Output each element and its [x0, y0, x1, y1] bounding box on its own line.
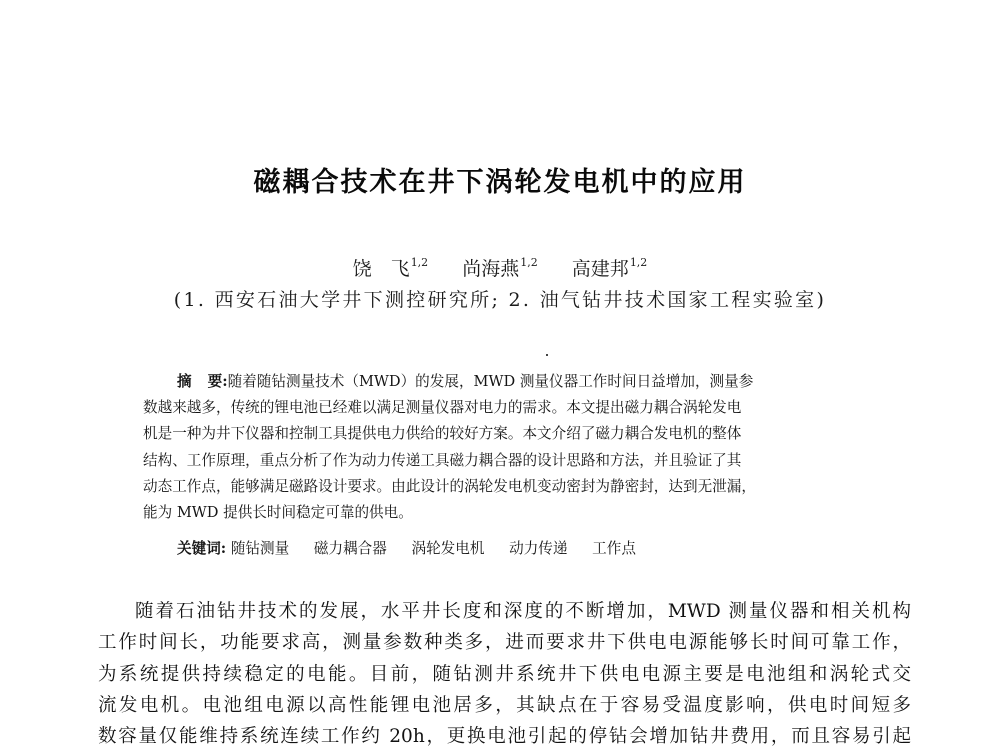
abstract-line: 结构、工作原理，重点分析了作为动力传递工具磁力耦合器的设计思路和方法，并且验证了其	[143, 451, 742, 469]
abstract	[143, 369, 867, 526]
author-2	[462, 258, 538, 280]
keyword: 涡轮发电机	[411, 540, 485, 557]
body-paragraph	[98, 596, 911, 752]
abstract-text: 随着随钻测量技术（MWD）的发展，MWD 测量仪器工作时间日益增加，测量参	[227, 373, 754, 390]
body-line: 数容量仅能维持系统连续工作约 20h，更换电池引起的停钻会增加钻井费用，而且容易引起	[98, 726, 911, 748]
author-1	[353, 258, 429, 280]
abstract-line: 动态工作点，能够满足磁路设计要求。由此设计的涡轮发电机变动密封为静密封，达到无泄漏，	[143, 477, 756, 495]
affiliations: (1. 西安石油大学井下测控研究所; 2. 油气钻井技术国家工程实验室)	[173, 289, 827, 311]
abstract-line: 能为 MWD 提供长时间稳定可靠的供电。	[143, 504, 413, 522]
body-line: 流发电机。电池组电源以高性能锂电池居多，其缺点在于容易受温度影响，供电时间短多	[98, 694, 911, 716]
keyword: 动力传递	[509, 540, 568, 557]
abstract-label	[177, 373, 228, 390]
keyword: 随钻测量	[230, 540, 290, 557]
abstract-line: 数越来越多，传统的锂电池已经难以满足测量仪器对电力的需求。本文提出磁力耦合涡轮发电	[143, 399, 742, 417]
keywords	[177, 537, 656, 558]
body-line: 为系统提供持续稳定的电能。目前，随钻测井系统井下供电电源主要是电池组和涡轮式交	[98, 663, 911, 685]
scan-dot-mark	[546, 354, 548, 356]
author-name: 尚海燕	[462, 258, 520, 280]
paper-title: 磁耦合技术在井下涡轮发电机中的应用	[253, 167, 747, 198]
abstract-line	[143, 369, 867, 395]
body-line: 工作时间长，功能要求高，测量参数种类多，进而要求井下供电电源能够长时间可靠工作，	[98, 632, 911, 654]
author-name: 高建邦	[571, 258, 629, 280]
author-affil-sup: 1,2	[410, 256, 429, 269]
author-3	[572, 258, 648, 280]
keyword: 磁力耦合器	[313, 540, 387, 557]
keywords-label: 关键词:	[177, 540, 227, 557]
author-list	[0, 254, 1000, 281]
author-name: 饶 飞	[352, 258, 410, 280]
body-line: 随着石油钻井技术的发展，水平井长度和深度的不断增加，MWD 测量仪器和相关机构	[135, 601, 911, 622]
author-affil-sup: 1,2	[629, 256, 648, 269]
author-affil-sup: 1,2	[520, 256, 538, 269]
abstract-label-a: 摘	[177, 373, 192, 390]
abstract-label-b: 要:	[207, 373, 228, 390]
abstract-line: 机是一种为井下仪器和控制工具提供电力供给的较好方案。本文介绍了磁力耦合发电机的整体	[143, 425, 742, 443]
keyword: 工作点	[592, 540, 636, 557]
